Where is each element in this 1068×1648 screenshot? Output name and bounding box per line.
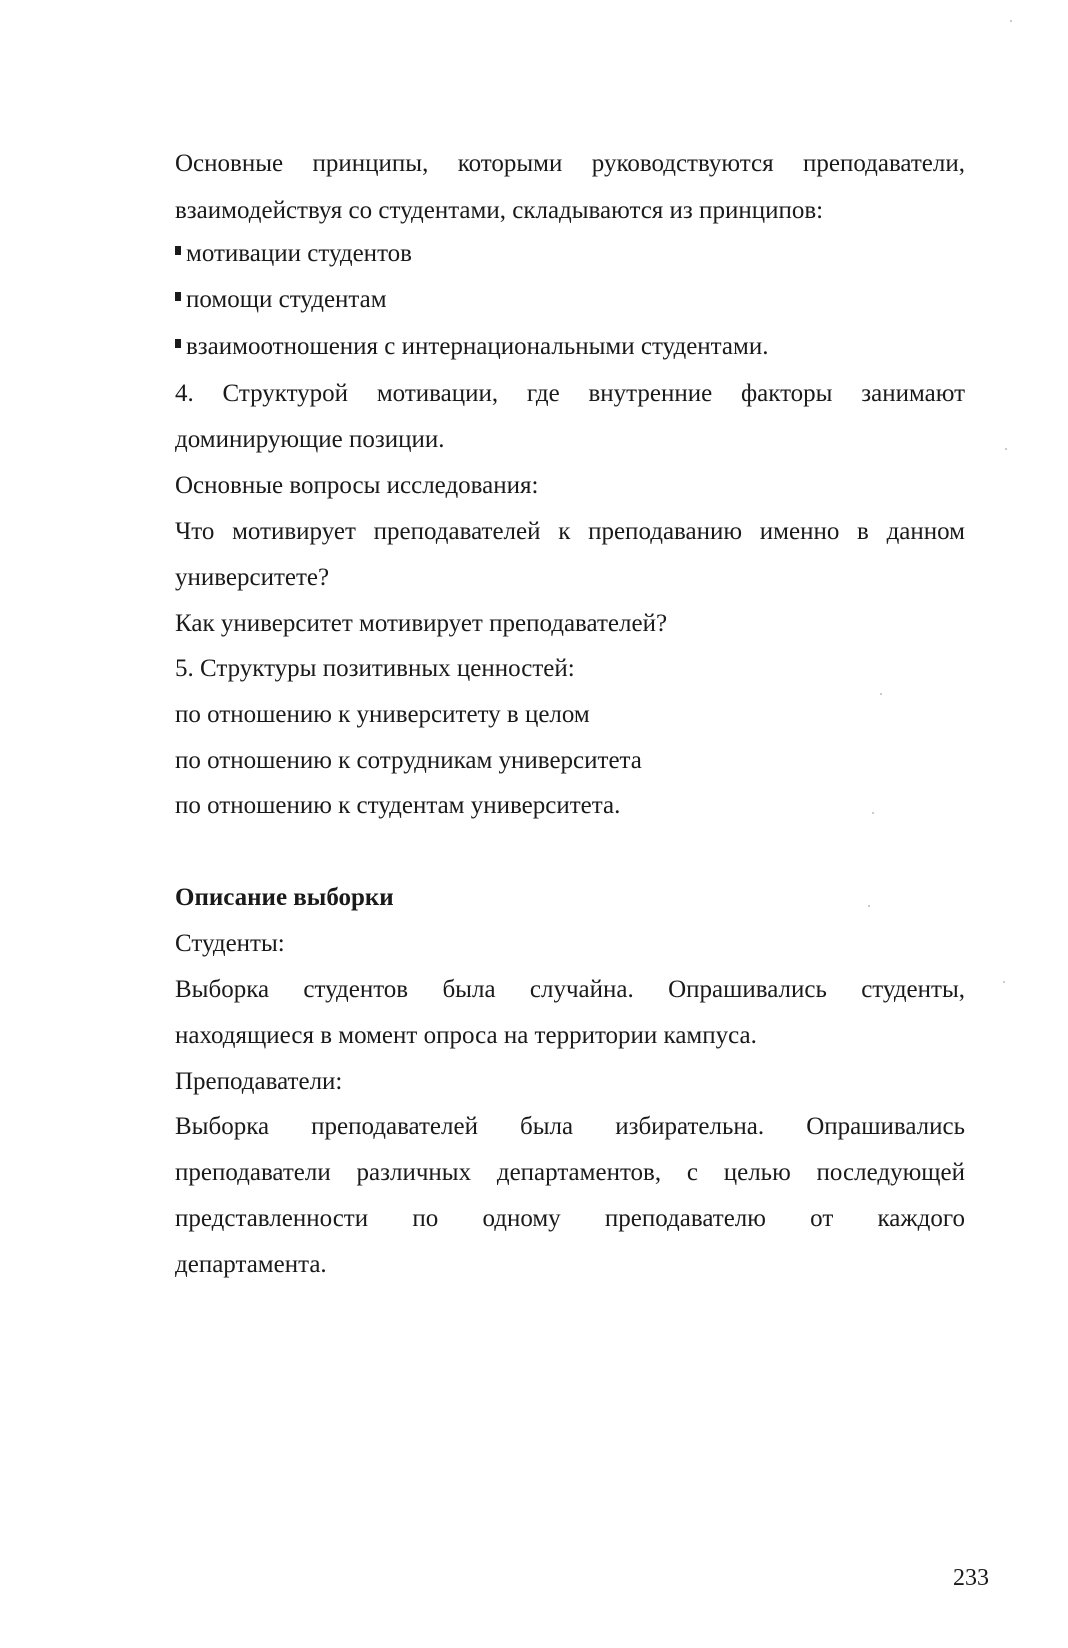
bullet-icon <box>175 292 181 301</box>
sample-heading: Описание выборки <box>175 884 394 911</box>
teachers-line-4: департамента. <box>175 1251 327 1278</box>
scan-speck <box>868 905 870 907</box>
question2: Как университет мотивирует преподавателей? <box>175 610 668 637</box>
question1-line-1: Что мотивирует преподавателей к преподаванию именно в данном <box>175 518 965 545</box>
bullet-icon <box>175 246 181 255</box>
students-line-1: Выборка студентов была случайна. Опрашивались студенты, <box>175 976 965 1003</box>
scan-speck <box>872 812 874 814</box>
teachers-line-3: представленности по одному преподавателю от каждого <box>175 1205 965 1232</box>
bullet-item <box>175 331 768 363</box>
item5-title: 5. Структуры позитивных ценностей: <box>175 655 575 682</box>
bullet-text: помощи студентам <box>186 286 387 313</box>
bullet-text: мотивации студентов <box>186 240 412 267</box>
scan-speck <box>880 693 882 695</box>
item4-line-1: 4. Структурой мотивации, где внутренние факторы занимают <box>175 380 965 407</box>
bullet-icon <box>175 339 181 348</box>
students-label: Студенты: <box>175 930 285 957</box>
scan-speck <box>1010 20 1012 22</box>
students-line-2: находящиеся в момент опроса на территории кампуса. <box>175 1022 757 1049</box>
value-item: по отношению к студентам университета. <box>175 792 621 819</box>
bullet-item <box>175 284 387 316</box>
teachers-line-1: Выборка преподавателей была избирательна. Опрашивались <box>175 1113 965 1140</box>
value-item: по отношению к сотрудникам университета <box>175 747 642 774</box>
bullet-text: взаимоотношения с интернациональными студентами. <box>186 333 769 360</box>
teachers-line-2: преподаватели различных департаментов, с целью последующей <box>175 1159 965 1186</box>
bullet-item <box>175 238 412 270</box>
principles-line-2: взаимодействуя со студентами, складываются из принципов: <box>175 197 824 224</box>
page-number: 233 <box>953 1565 989 1591</box>
item4-line-2: доминирующие позиции. <box>175 426 445 453</box>
question1-line-2: университете? <box>175 564 330 591</box>
scan-speck <box>1005 448 1007 450</box>
principles-line-1: Основные принципы, которыми руководствуются преподаватели, <box>175 150 965 177</box>
scan-speck <box>1003 981 1005 983</box>
teachers-label: Преподаватели: <box>175 1068 343 1095</box>
questions-title: Основные вопросы исследования: <box>175 472 539 499</box>
value-item: по отношению к университету в целом <box>175 701 590 728</box>
